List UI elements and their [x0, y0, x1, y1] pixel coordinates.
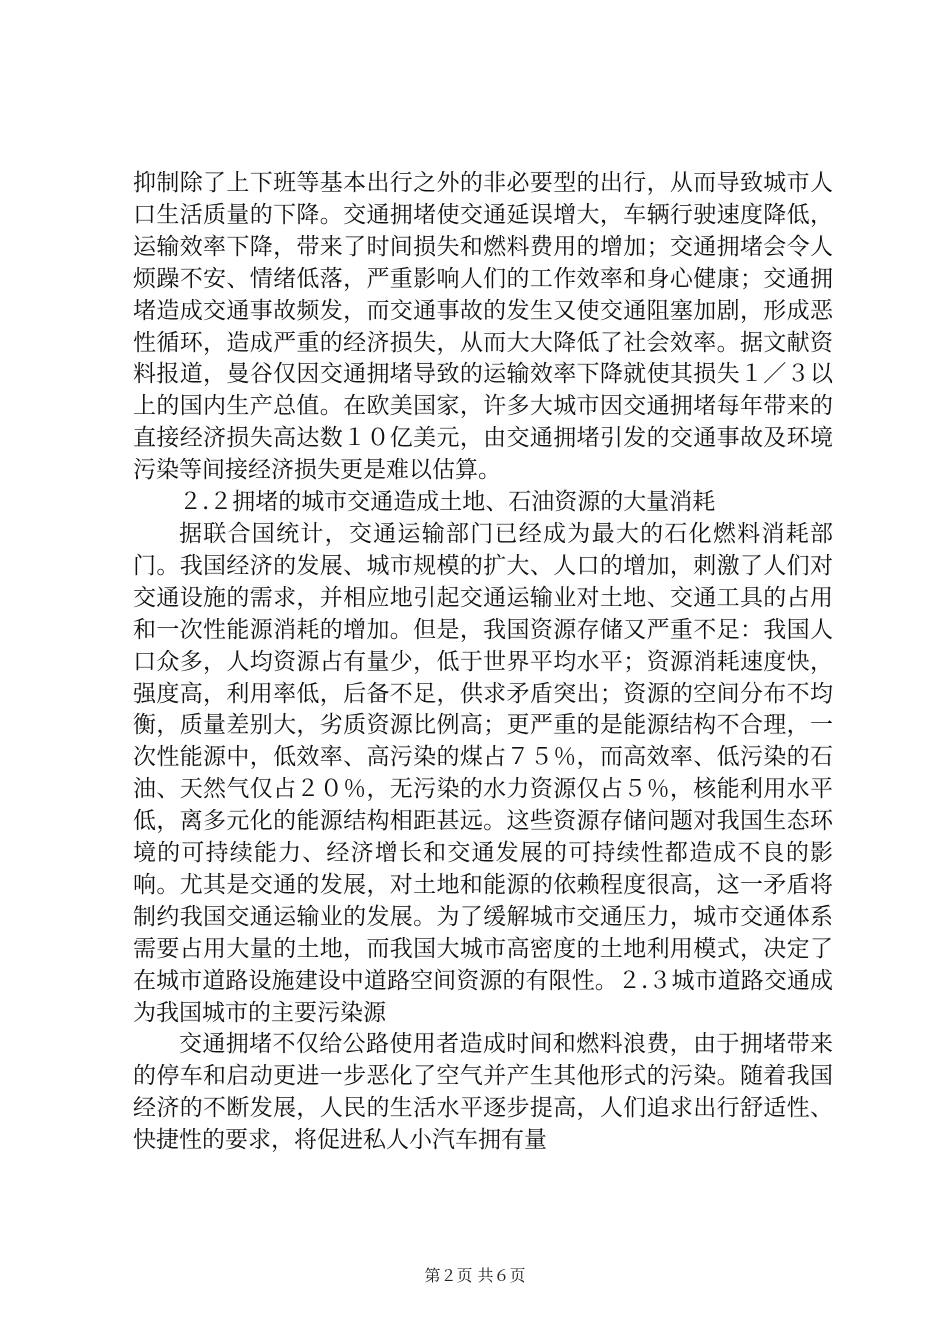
- section-heading-2-2: ２.２拥堵的城市交通造成土地、石油资源的大量消耗: [179, 489, 716, 516]
- page-footer: 第２页 共６页: [424, 1266, 526, 1285]
- body-text: [133, 168, 833, 1157]
- paragraph-pollution: 交通拥堵不仅给公路使用者造成时间和燃料浪费，由于拥堵带来的停车和启动更进一步恶化了空气并产生其他形式的污染。随着我国经济的不断发展，人民的生活水平逐步提高，人们追求出行舒适性、快捷性的要求，将促进私人小汽车拥有量: [133, 1031, 833, 1154]
- paragraph-traffic-losses: 抑制除了上下班等基本出行之外的非必要型的出行，从而导致城市人口生活质量的下降。交通拥堵使交通延误增大，车辆行驶速度降低，运输效率下降，带来了时间损失和燃料费用的增加；交通拥堵会令人烦躁不安、情绪低落，严重影响人们的工作效率和身心健康；交通拥堵造成交通事故频发，而交通事故的发生又使交通阻塞加剧，形成恶性循环，造成严重的经济损失，从而大大降低了社会效率。据文献资料报道，曼谷仅因交通拥堵导致的运输效率下降就使其损失１／３以上的国内生产总值。在欧美国家，许多大城市因交通拥堵每年带来的直接经济损失高达数１０亿美元，由交通拥堵引发的交通事故及环境污染等间接经济损失更是难以估算。: [133, 170, 833, 484]
- paragraph-resource-consumption: 据联合国统计，交通运输部门已经成为最大的石化燃料消耗部门。我国经济的发展、城市规模的扩大、人口的增加，刺激了人们对交通设施的需求，并相应地引起交通运输业对土地、交通工具的占用和一次性能源消耗的增加。但是，我国资源存储又严重不足：我国人口众多，人均资源占有量少，低于世界平均水平；资源消耗速度快，强度高，利用率低，后备不足，供求矛盾突出；资源的空间分布不均衡，质量差别大，劣质资源比例高；更严重的是能源结构不合理，一次性能源中，低效率、高污染的煤占７５％，而高效率、低污染的石油、天然气仅占２０％，无污染的水力资源仅占５％，核能利用水平低，离多元化的能源结构相距甚远。这些资源存储问题对我国生态环境的可持续能力、经济增长和交通发展的可持续性都造成不良的影响。尤其是交通的发展，对土地和能源的依赖程度很高，这一矛盾将制约我国交通运输业的发展。为了缓解城市交通压力，城市交通体系需要占用大量的土地，而我国大城市高密度的土地利用模式，决定了在城市道路设施建设中道路空间资源的有限性。２.３城市道路交通成为我国城市的主要污染源: [133, 520, 833, 1026]
